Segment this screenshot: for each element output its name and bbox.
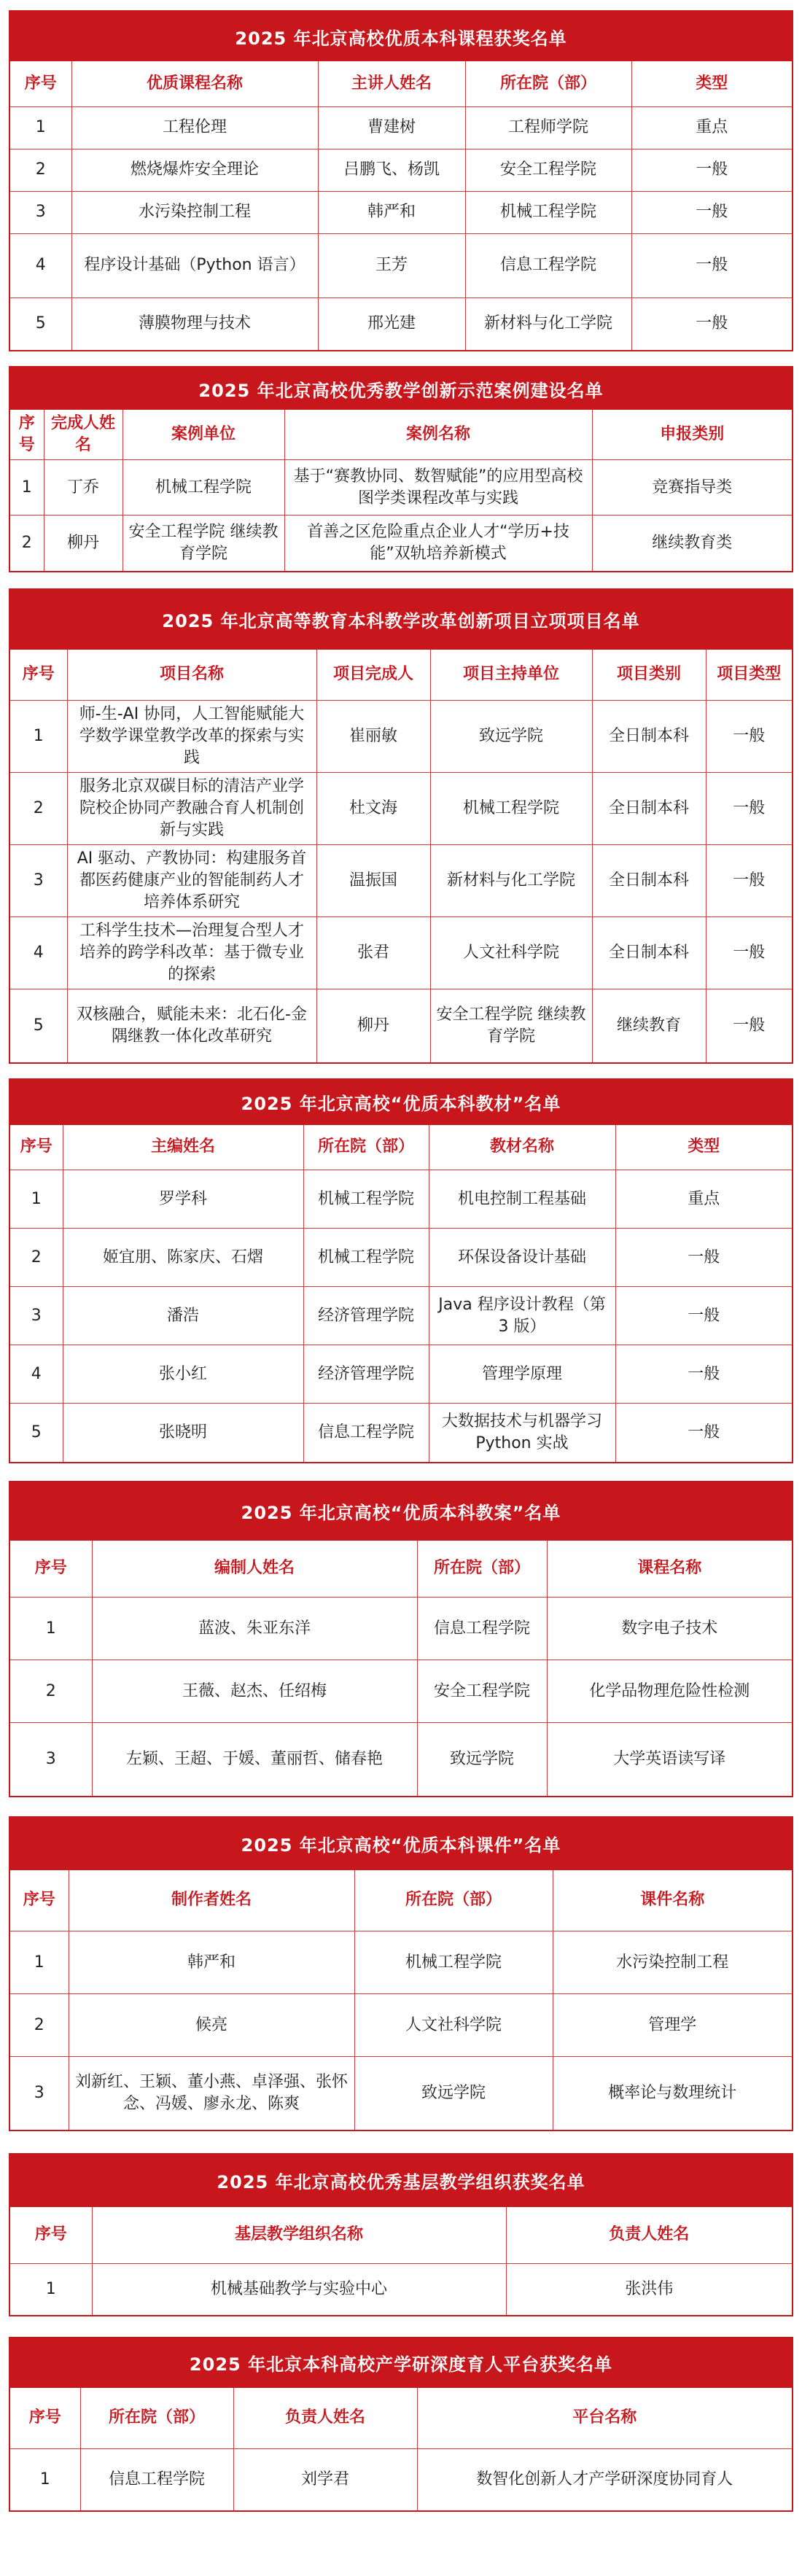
cell: 信息工程学院 <box>80 2449 233 2510</box>
cell: 安全工程学院 继续教育学院 <box>122 515 284 571</box>
column-header: 项目类别 <box>592 650 706 701</box>
cell: 吕鹏飞、杨凯 <box>318 149 465 191</box>
cell: 一般 <box>631 191 792 233</box>
cell: 一般 <box>615 1404 792 1462</box>
table-header-row <box>10 410 792 460</box>
cell: 张君 <box>316 917 430 989</box>
cell: AI 驱动、产教协同：构建服务首都医药健康产业的智能制药人才培养体系研究 <box>67 845 316 917</box>
cell: 3 <box>10 191 71 233</box>
column-header: 所在院（部） <box>465 61 631 106</box>
cell: 2 <box>10 1229 63 1287</box>
table-row <box>10 106 792 149</box>
cell: 1 <box>10 1931 69 1994</box>
cell: 全日制本科 <box>592 917 706 989</box>
cell: 一般 <box>615 1287 792 1345</box>
cell: 邢光建 <box>318 297 465 350</box>
cell: 薄膜物理与技术 <box>71 297 318 350</box>
column-header: 优质课程名称 <box>71 61 318 106</box>
cell: 张晓明 <box>63 1404 303 1462</box>
cell: 经济管理学院 <box>303 1287 429 1345</box>
cell: 水污染控制工程 <box>553 1931 792 1994</box>
cell: 一般 <box>706 917 792 989</box>
cell: 机械工程学院 <box>465 191 631 233</box>
section-title: 2025 年北京高校优秀基层教学组织获奖名单 <box>10 2155 792 2207</box>
table-header-row <box>10 1125 792 1170</box>
cell: 刘学君 <box>233 2449 417 2510</box>
column-header: 序号 <box>10 1125 63 1170</box>
cell: 燃烧爆炸安全理论 <box>71 149 318 191</box>
cell: 数字电子技术 <box>547 1598 792 1660</box>
cell: 大数据技术与机器学习 Python 实战 <box>429 1404 615 1462</box>
cell: 4 <box>10 1345 63 1404</box>
cell: 信息工程学院 <box>465 233 631 297</box>
cell: 蓝波、朱亚东洋 <box>92 1598 417 1660</box>
cell: 4 <box>10 233 71 297</box>
quality-courses-table <box>10 61 792 350</box>
column-header: 序号 <box>10 650 67 701</box>
table-row <box>10 297 792 350</box>
cell: 概率论与数理统计 <box>553 2057 792 2130</box>
cell: 机械工程学院 <box>354 1931 553 1994</box>
table-row <box>10 233 792 297</box>
cell: 经济管理学院 <box>303 1345 429 1404</box>
cell: 管理学原理 <box>429 1345 615 1404</box>
quality-lesson-plans-table <box>10 1541 792 1796</box>
column-header: 课件名称 <box>553 1870 792 1931</box>
column-header: 类型 <box>631 61 792 106</box>
cell: 继续教育类 <box>592 515 792 571</box>
section-industry-education-platform <box>9 2337 793 2512</box>
section-title: 2025 年北京高校“优质本科课件”名单 <box>10 1818 792 1870</box>
cell: 3 <box>10 1723 92 1796</box>
cell: 柳丹 <box>316 989 430 1062</box>
column-header: 项目主持单位 <box>430 650 592 701</box>
cell: 工程师学院 <box>465 106 631 149</box>
cell: 一般 <box>615 1345 792 1404</box>
cell: 机械工程学院 <box>122 460 284 515</box>
table-row <box>10 2264 792 2315</box>
industry-education-platform-table <box>10 2388 792 2510</box>
table-row <box>10 2057 792 2130</box>
column-header: 负责人姓名 <box>233 2388 417 2449</box>
cell: 安全工程学院 <box>417 1660 547 1723</box>
column-header: 主编姓名 <box>63 1125 303 1170</box>
cell: 1 <box>10 106 71 149</box>
column-header: 教材名称 <box>429 1125 615 1170</box>
table-row <box>10 845 792 917</box>
table-row <box>10 1229 792 1287</box>
table-row <box>10 1170 792 1229</box>
cell: 杜文海 <box>316 773 430 845</box>
cell: 曹建树 <box>318 106 465 149</box>
quality-courseware-table <box>10 1870 792 2130</box>
table-header-row <box>10 2388 792 2449</box>
cell: 继续教育 <box>592 989 706 1062</box>
cell: 3 <box>10 2057 69 2130</box>
cell: 丁乔 <box>44 460 122 515</box>
cell: 1 <box>10 1170 63 1229</box>
cell: 信息工程学院 <box>303 1404 429 1462</box>
cell: 温振国 <box>316 845 430 917</box>
cell: 刘新红、王颖、董小燕、卓泽强、张怀念、冯媛、廖永龙、陈爽 <box>69 2057 354 2130</box>
table-row <box>10 2449 792 2510</box>
cell: 韩严和 <box>69 1931 354 1994</box>
cell: 柳丹 <box>44 515 122 571</box>
cell: 一般 <box>706 845 792 917</box>
cell: 重点 <box>631 106 792 149</box>
column-header: 申报类别 <box>592 410 792 460</box>
cell: 5 <box>10 989 67 1062</box>
table-row <box>10 460 792 515</box>
table-header-row <box>10 2207 792 2264</box>
cell: 1 <box>10 2449 80 2510</box>
section-quality-lesson-plans <box>9 1481 793 1797</box>
cell: 3 <box>10 1287 63 1345</box>
cell: 5 <box>10 1404 63 1462</box>
table-row <box>10 1598 792 1660</box>
cell: 姬宜朋、陈家庆、石熠 <box>63 1229 303 1287</box>
cell: 一般 <box>631 149 792 191</box>
cell: 人文社科学院 <box>354 1994 553 2057</box>
column-header: 序号 <box>10 410 44 460</box>
cell: 新材料与化工学院 <box>430 845 592 917</box>
cell: 王薇、赵杰、任绍梅 <box>92 1660 417 1723</box>
column-header: 完成人姓名 <box>44 410 122 460</box>
cell: 崔丽敏 <box>316 701 430 773</box>
cell: 水污染控制工程 <box>71 191 318 233</box>
column-header: 序号 <box>10 2207 92 2264</box>
column-header: 序号 <box>10 61 71 106</box>
cell: 潘浩 <box>63 1287 303 1345</box>
cell: 新材料与化工学院 <box>465 297 631 350</box>
cell: 师-生-AI 协同，人工智能赋能大学数学课堂教学改革的探索与实践 <box>67 701 316 773</box>
quality-textbooks-table <box>10 1125 792 1462</box>
cell: 基于“赛教协同、数智赋能”的应用型高校图学类课程改革与实践 <box>284 460 592 515</box>
cell: 首善之区危险重点企业人才“学历+技能”双轨培养新模式 <box>284 515 592 571</box>
column-header: 项目名称 <box>67 650 316 701</box>
column-header: 序号 <box>10 1870 69 1931</box>
column-header: 所在院（部） <box>354 1870 553 1931</box>
cell: 张小红 <box>63 1345 303 1404</box>
cell: 信息工程学院 <box>417 1598 547 1660</box>
cell: 5 <box>10 297 71 350</box>
column-header: 项目类型 <box>706 650 792 701</box>
section-title: 2025 年北京高校“优质本科教材”名单 <box>10 1080 792 1125</box>
table-row <box>10 773 792 845</box>
cell: 1 <box>10 701 67 773</box>
table-row <box>10 1723 792 1796</box>
section-teaching-reform-projects <box>9 588 793 1064</box>
cell: 罗学科 <box>63 1170 303 1229</box>
column-header: 编制人姓名 <box>92 1541 417 1598</box>
cell: 化学品物理危险性检测 <box>547 1660 792 1723</box>
column-header: 项目完成人 <box>316 650 430 701</box>
cell: 致远学院 <box>430 701 592 773</box>
cell: 双核融合，赋能未来：北石化-金隅继教一体化改革研究 <box>67 989 316 1062</box>
cell: 2 <box>10 1660 92 1723</box>
section-title: 2025 年北京高校优秀教学创新示范案例建设名单 <box>10 367 792 410</box>
cell: Java 程序设计教程（第 3 版） <box>429 1287 615 1345</box>
section-basic-teaching-organization <box>9 2153 793 2316</box>
cell: 2 <box>10 1994 69 2057</box>
column-header: 案例名称 <box>284 410 592 460</box>
table-row <box>10 1931 792 1994</box>
cell: 机电控制工程基础 <box>429 1170 615 1229</box>
cell: 一般 <box>706 701 792 773</box>
column-header: 类型 <box>615 1125 792 1170</box>
cell: 管理学 <box>553 1994 792 2057</box>
table-row <box>10 701 792 773</box>
cell: 全日制本科 <box>592 845 706 917</box>
column-header: 平台名称 <box>417 2388 792 2449</box>
section-title: 2025 年北京高校“优质本科教案”名单 <box>10 1482 792 1541</box>
cell: 安全工程学院 <box>465 149 631 191</box>
column-header: 主讲人姓名 <box>318 61 465 106</box>
cell: 重点 <box>615 1170 792 1229</box>
table-header-row <box>10 650 792 701</box>
column-header: 案例单位 <box>122 410 284 460</box>
section-teaching-innovation-cases <box>9 366 793 572</box>
table-row <box>10 1404 792 1462</box>
cell: 一般 <box>706 773 792 845</box>
section-quality-courseware <box>9 1816 793 2131</box>
table-row <box>10 191 792 233</box>
table-row <box>10 917 792 989</box>
cell: 张洪伟 <box>506 2264 792 2315</box>
column-header: 序号 <box>10 2388 80 2449</box>
cell: 一般 <box>706 989 792 1062</box>
table-row <box>10 149 792 191</box>
column-header: 序号 <box>10 1541 92 1598</box>
cell: 致远学院 <box>417 1723 547 1796</box>
column-header: 所在院（部） <box>417 1541 547 1598</box>
column-header: 基层教学组织名称 <box>92 2207 506 2264</box>
section-title: 2025 年北京本科高校产学研深度育人平台获奖名单 <box>10 2338 792 2388</box>
basic-teaching-organization-table <box>10 2207 792 2315</box>
cell: 1 <box>10 1598 92 1660</box>
cell: 大学英语读写译 <box>547 1723 792 1796</box>
column-header: 负责人姓名 <box>506 2207 792 2264</box>
cell: 2 <box>10 773 67 845</box>
table-row <box>10 1287 792 1345</box>
cell: 环保设备设计基础 <box>429 1229 615 1287</box>
cell: 一般 <box>631 233 792 297</box>
cell: 安全工程学院 继续教育学院 <box>430 989 592 1062</box>
table-row <box>10 1994 792 2057</box>
table-row <box>10 515 792 571</box>
cell: 一般 <box>631 297 792 350</box>
section-quality-textbooks <box>9 1078 793 1463</box>
cell: 机械工程学院 <box>430 773 592 845</box>
cell: 1 <box>10 2264 92 2315</box>
teaching-innovation-table <box>10 410 792 571</box>
section-title: 2025 年北京高等教育本科教学改革创新项目立项项目名单 <box>10 590 792 650</box>
cell: 一般 <box>615 1229 792 1287</box>
cell: 机械基础教学与实验中心 <box>92 2264 506 2315</box>
cell: 全日制本科 <box>592 773 706 845</box>
table-header-row <box>10 1870 792 1931</box>
cell: 工程伦理 <box>71 106 318 149</box>
cell: 韩严和 <box>318 191 465 233</box>
cell: 1 <box>10 460 44 515</box>
table-row <box>10 989 792 1062</box>
column-header: 所在院（部） <box>303 1125 429 1170</box>
teaching-reform-table <box>10 650 792 1062</box>
section-quality-courses <box>9 10 793 351</box>
cell: 竞赛指导类 <box>592 460 792 515</box>
column-header: 所在院（部） <box>80 2388 233 2449</box>
cell: 机械工程学院 <box>303 1229 429 1287</box>
cell: 4 <box>10 917 67 989</box>
cell: 人文社科学院 <box>430 917 592 989</box>
cell: 2 <box>10 515 44 571</box>
cell: 王芳 <box>318 233 465 297</box>
cell: 程序设计基础（Python 语言） <box>71 233 318 297</box>
column-header: 制作者姓名 <box>69 1870 354 1931</box>
cell: 数智化创新人才产学研深度协同育人 <box>417 2449 792 2510</box>
cell: 服务北京双碳目标的清洁产业学院校企协同产教融合育人机制创新与实践 <box>67 773 316 845</box>
cell: 机械工程学院 <box>303 1170 429 1229</box>
column-header: 课程名称 <box>547 1541 792 1598</box>
cell: 2 <box>10 149 71 191</box>
table-row <box>10 1345 792 1404</box>
cell: 3 <box>10 845 67 917</box>
table-row <box>10 1660 792 1723</box>
table-header-row <box>10 61 792 106</box>
cell: 工科学生技术—治理复合型人才培养的跨学科改革：基于微专业的探索 <box>67 917 316 989</box>
cell: 全日制本科 <box>592 701 706 773</box>
cell: 候亮 <box>69 1994 354 2057</box>
section-title: 2025 年北京高校优质本科课程获奖名单 <box>10 12 792 61</box>
cell: 致远学院 <box>354 2057 553 2130</box>
cell: 左颖、王超、于媛、董丽哲、储春艳 <box>92 1723 417 1796</box>
table-header-row <box>10 1541 792 1598</box>
